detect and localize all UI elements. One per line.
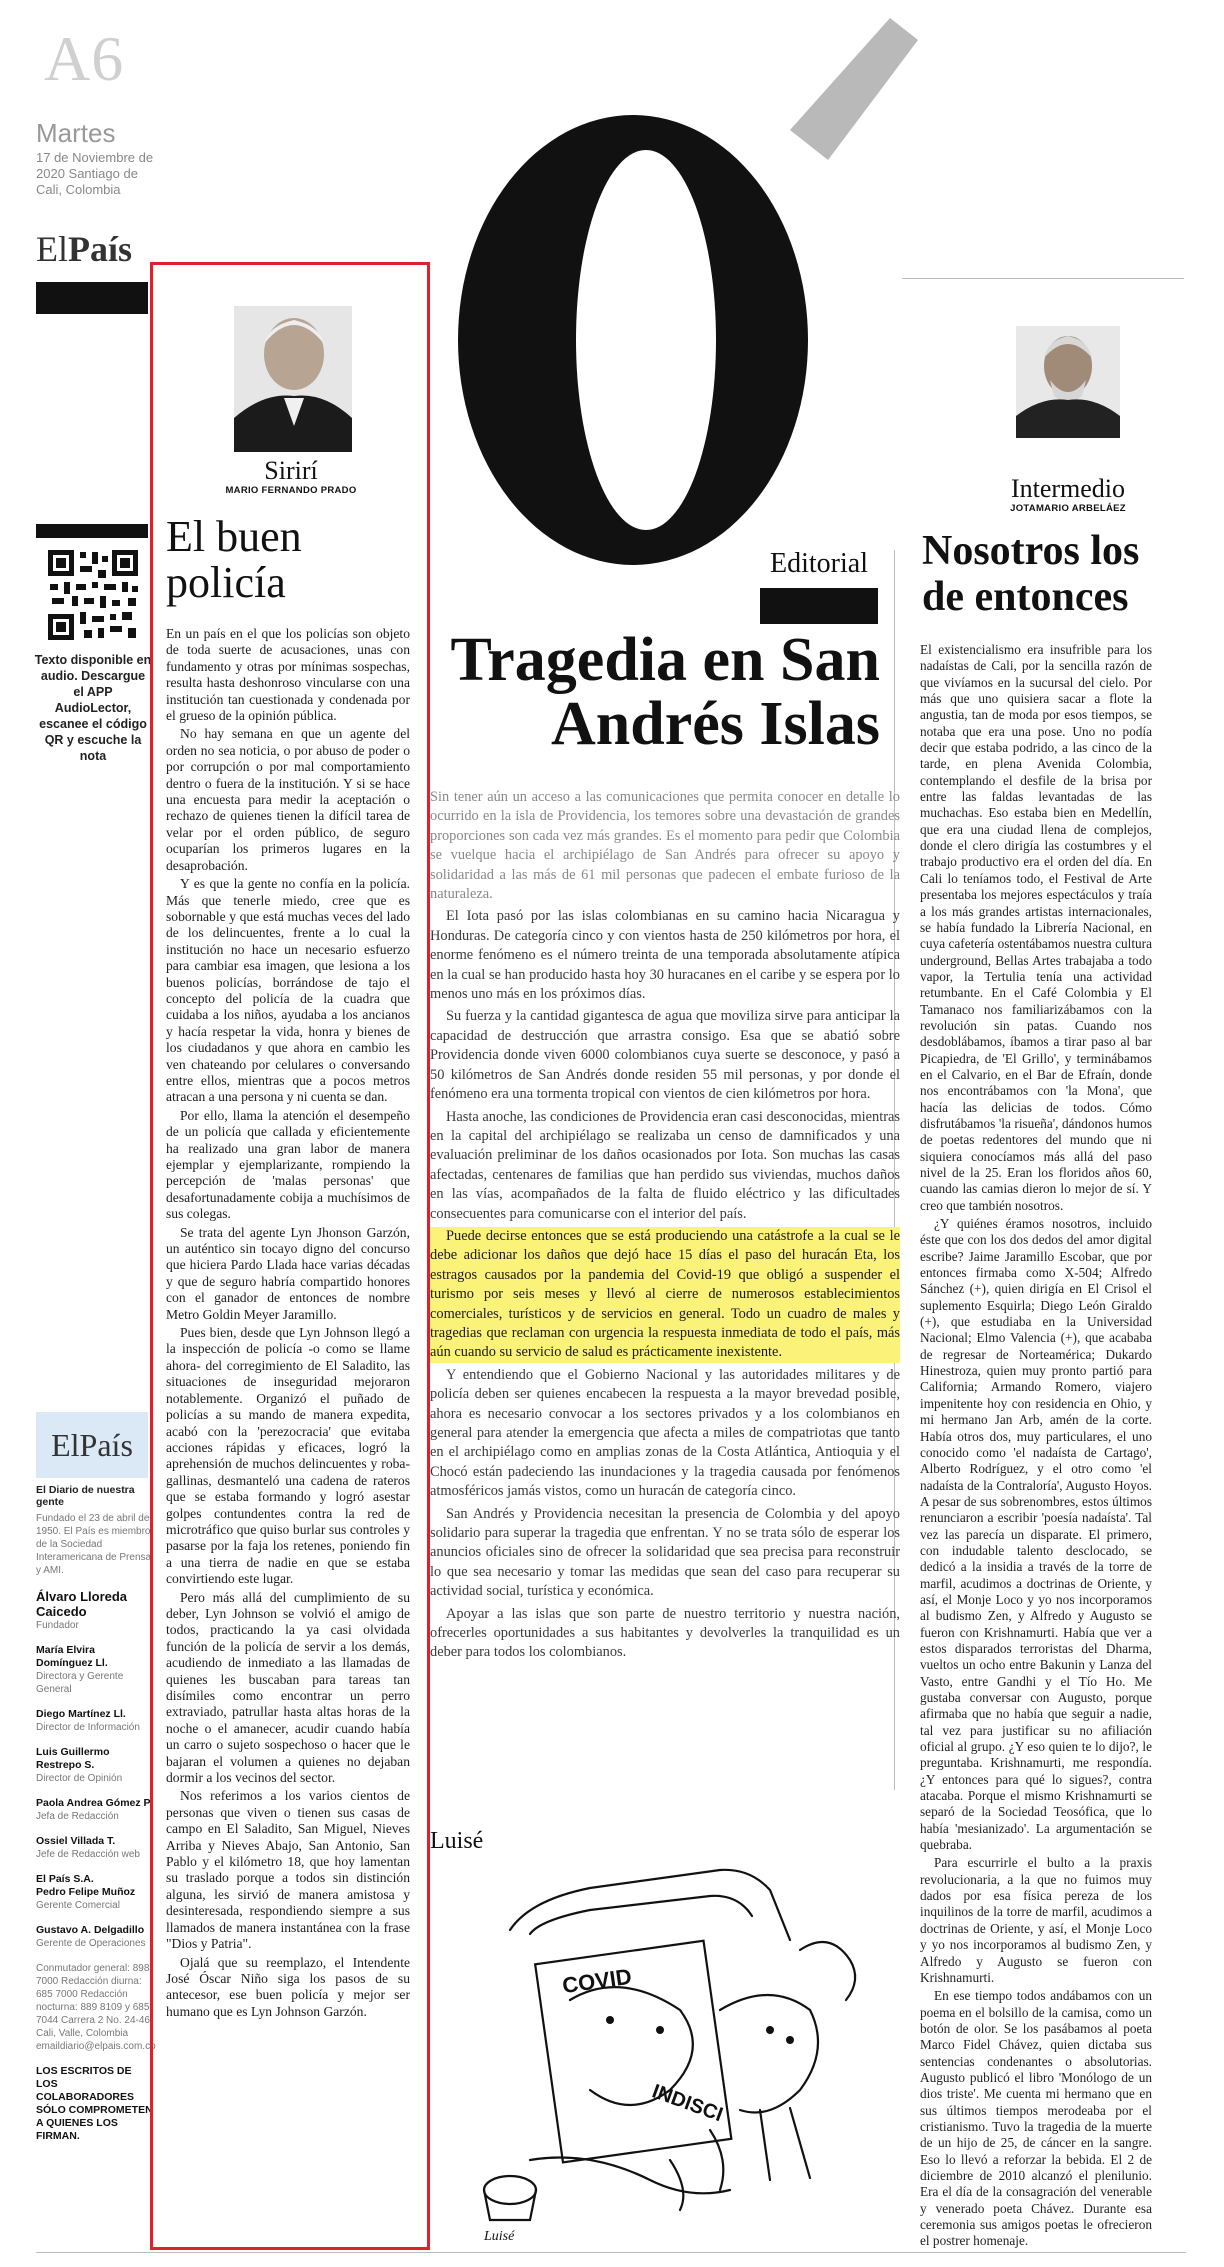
staff-name: María Elvira Domínguez Ll. (36, 1644, 108, 1669)
staff-name: Luis Guillermo Restrepo S. (36, 1746, 110, 1771)
column-name-intermedio: Intermedio (1010, 474, 1126, 503)
cartoon-signature: Luisé (484, 2229, 515, 2244)
staff-role: Jefa de Redacción (36, 1811, 119, 1822)
bottom-rule (36, 2252, 1186, 2253)
paragraph: Y es que la gente no confía en la policía. Más que tenerle miedo, cree que es sobornable y que está muchas veces del lado de los delincuentes, frente a lo cual la institución no hace un necesario esfuerzo para cambiar esa imagen, que lesiona a los buenos policías, borrándose de tajo el concepto del policía de la cuadra que cuidaba a los niños, ayudaba a los ancianos y hacía respetar la vida, honra y bienes de los ciudadanos y que ahora en cambio les ven chateando por celulares o conversando entre ellos, mientras que a pocos metros atracan a una persona y ni cuenta se dan. (166, 876, 410, 1105)
disclaimer: LOS ESCRITOS DE LOS COLABORADORES SÓLO COMPROMETEN A QUIENES LOS FIRMAN. (36, 2065, 153, 2142)
covid-cartoon (470, 1860, 880, 2244)
cartoon-label-indisc: INDISCI (649, 2080, 726, 2127)
paragraph: Sin tener aún un acceso a las comunicaciones que permita conocer en detalle lo ocurrido en la isla de Providencia, los temores sobre una devastación de grandes proporciones son cada vez más grandes. Es el momento para pedir que Colombia se vuelque hacia el archipiélago de San Andrés para ofrecer su apoyo y solidaridad a las más de 61 mil personas que padecen el embate furioso de la naturaleza. (430, 789, 900, 903)
masthead-tagline: El Diario de nuestra gente (36, 1484, 135, 1508)
paragraph: El existencialismo era insufrible para los nadaístas de Cali, por la sencilla razón de que vivíamos en la sucursal del cielo. Por más que uno quisiera sacar a flote la angustia, tan de moda por esos tiempos, se notaba que era una pose. Uno no podía decir que estaba podrido, a las cinco de la tarde, en plena Avenida Colombia, contemplando el desfile de la brisa por entre las faldas levantadas de las muchachas. Eso estaba bien en Medellín, que era una ciudad llena de complejos, donde el clero dirigía las costumbres y el trabajo productivo era el orden del día. En Cali lo teníamos todo, el Festival de Arte presentaba los mejores espectáculos y traía a los más grandes artistas internacionales, se había fundado la Librería Nacional, en cuya cafetería ostentábamos nuestra cultura underground, Bellas Artes trabajaba a todo vapor, la Tertulia tenía una actividad retumbante. En el Café Colombia y El Tamanaco nos familiarizábamos con la revolución sin patas. Cuando nos desdoblábamos, íbamos a tirar paso al bar Picapiedra, de 'El Grillo', y terminábamos en el Calvario, en el Bar de Efraín, donde nos encontrábamos con 'la Mona', que hacía las delicias de todos. Cómo disfrutábamos 'la risueña', dándonos humos de poetas redentores del mundo que ni siquiera conocíamos más allá del paso nivel de la 25. Eran los floridos años 60, cuando las camias dieron lo mejor de sí. Y creo que también nosotros. (920, 642, 1152, 1213)
headline-buen-policia: El buen policía (166, 512, 302, 607)
paragraph: En ese tiempo todos andábamos con un poema en el bolsillo de la camisa, como un botón de olor. Se los pasábamos al poeta Marco Fidel Chávez, quien dictaba sus sentencias condenantes o absolutorias. Augusto publicó el libro 'Monólogo de un dios triste'. Me cuenta mi hermano que en sus últimos tiempos merodeaba por el cristianismo. Tuvo la tragedia de la muerte de un hijo de 25, de cáncer en la sangre. Eso lo llevó a reforzar la bebida. El 2 de diciembre de 2010 alcanzó el plenilunio. Era el día de la consagración del venerable y venerado poeta Chávez. Durante esa ceremonia sus amigos poetas le ofrecieron el postrer homenaje. (920, 1988, 1152, 2249)
commercial-name: Pedro Felipe Muñoz (36, 1886, 136, 1898)
paragraph: Hasta anoche, las condiciones de Providencia eran casi desconocidas, mientras en la capital del archipiélago se realizaba un censo de damnificados y una evaluación preliminar de los daños ocasionados por Iota. Son muchas las casas afectadas, centenares de familias que han perdido sus viviendas, muchos daños en las vías, acompañados de la falta de fluido eléctrico y las dificultades consecuentes para comunicarse con el interior del país. (430, 1108, 900, 1222)
contact-info: Conmutador general: 898 7000 Redacción diurna: 685 7000 Redacción nocturna: 889 8109 y 685 7044 Carrera 2 No. 24-46 Cali, Valle, Colombia emaildiario@elpais.com.co (36, 1963, 156, 2052)
paragraph: Su fuerza y la cantidad gigantesca de agua que moviliza sirve para anticipar la capacidad de destrucción que arrastra consigo. Esa que se abatió sobre Providencia donde viven 6000 colombianos cuya suerte se desconoce, y pasó a 50 kilómetros de San Andrés donde residen 55 mil personas, y por donde el fenómeno era una tormenta tropical con vientos de cien kilómetros por hora. (430, 1008, 900, 1103)
editorial-black-bar (760, 588, 878, 624)
siriri-body (166, 626, 410, 2022)
paragraph: Se trata del agente Lyn Jhonson Garzón, un auténtico sin tocayo digno del concurso que hiciera Pardo Llada hace varias décadas y que de seguro habría compartido honores con el ganador de entonces de nombre Metro Goldin Meyer Jaramillo. (166, 1224, 410, 1322)
paragraph: Para escurrirle el bulto a la praxis revolucionaria, a la que no fuimos muy dados por esa física pereza de los inquilinos de la torre de marfil, acudimos a doctrinas de Oriente, y así, el Monje Loco y yo nos incorporamos al budismo Zen, y Alfredo y Augusto se fueron con Krishnamurti. (920, 1855, 1152, 1985)
ops-role: Gerente de Operaciones (36, 1938, 146, 1949)
left-black-bar (36, 282, 148, 314)
date-line: 17 de Noviembre de 2020 Santiago de Cali, Colombia (36, 150, 154, 197)
cartoon-label-covid: COVID (560, 1963, 634, 1999)
paragraph: En un país en el que los policías son objeto de toda suerte de acusaciones, unas con fundamento y otras por mínimas sospechas, resulta hasta deshonroso vincularse con una institución tan cuestionada y condenada por el grueso de la opinión pública. (166, 626, 410, 724)
newspaper-logo: ElPaís (36, 229, 133, 269)
ops-name: Gustavo A. Delgadillo (36, 1924, 145, 1936)
author-byline: MARIO FERNANDO PRADO (225, 485, 357, 496)
qr-audio-note: Texto disponible en audio. Descargue el APP AudioLector, escanee el código QR y escuche la nota (34, 653, 152, 763)
staff-role: Jefe de Redacción web (36, 1849, 140, 1860)
author-photo-prado (234, 306, 352, 452)
staff-name: Ossiel Villada T. (36, 1835, 116, 1847)
highlighted-paragraph: Puede decirse entonces que se está produciendo una catástrofe a la cual se le debe adicionar los daños que dejó hace 15 días el paso del huracán Eta, los estragos causados por la pandemia del Covid-19 que obligó a suspender el turismo por seis meses y llevó al cierre de numerosos establecimientos comerciales, turísticos y de servicios en general. Todo un cuadro de males y tragedias que reclaman con urgencia la respuesta inmediata de todo el país, más aún cuando su servicio de salud es prácticamente inexistente. (430, 1227, 900, 1363)
headline-nosotros: Nosotros los de entonces (922, 528, 1140, 620)
founder-name: Álvaro Lloreda Caicedo (36, 1589, 128, 1619)
paragraph: Apoyar a las islas que son parte de nuestro territorio y nuestra nación, ofrecerles oportunidades a sus habitantes y devolverles la tranquilidad es un deber para todos los colombianos. (430, 1605, 900, 1661)
paragraph: San Andrés y Providencia necesitan la presencia de Colombia y del apoyo solidario para superar la tragedia que enfrentan. Y no se trata sólo de esperar los anuncios oficiales sino de ofrecer la solidaridad que sea precisa para reconstruir lo que sea necesario y tomar las medidas que sean del caso para recuperar su actividad social, turística y económica. (430, 1505, 900, 1600)
commercial-role: Gerente Comercial (36, 1900, 120, 1911)
staff-role: Director de Información (36, 1722, 140, 1733)
author-byline: JOTAMARIO ARBELÁEZ (1010, 503, 1126, 514)
company-name: El País S.A. (36, 1873, 94, 1885)
column-name-siriri: Sirirí (264, 456, 318, 485)
cartoon-section-label: Luisé (430, 1828, 484, 1854)
staff-name: Diego Martínez Ll. (36, 1708, 126, 1720)
paragraph: Pues bien, desde que Lyn Johnson llegó a la inspección de policía -o como se llame ahora- del corregimiento de El Saladito, las situaciones de inseguridad mejoraron notablemente. Organizó el puñado de policías a su mando de manera expedita, acabó con la 'perezocracia' que evitaba acciones rápidas y eficaces, logró la aprehensión de muchos delincuentes y roba-gallinas, desmanteló una cadena de rateros que se estaba formando y logró asestar golpes contundentes contra la red de microtráfico que quiso burlar sus controles y pasarse por la faja los retenes, poniendo fin a una tierra de nadie en que se estaba convirtiendo este lugar. (166, 1325, 410, 1587)
staff-role: Director de Opinión (36, 1773, 123, 1784)
founded-note: Fundado el 23 de abril de 1950. El País es miembro de la Sociedad Interamericana de Prensa y AMI. (36, 1513, 152, 1576)
staff-name: Paola Andrea Gómez P. (36, 1797, 153, 1809)
founder-role: Fundador (36, 1620, 79, 1631)
paragraph: Y entendiendo que el Gobierno Nacional y las autoridades militares y de policía deben ser quienes encabecen la respuesta a la mayor brevedad posible, ahora es necesario convocar a los sectores privados y a los colombianos en general para atender la emergencia que afecta a miles de compatriotas que tanto en el archipiélago como en amplias zonas de la Costa Atlántica, Antioquia y el Chocó están padeciendo las inundaciones y la tragedia causada por fenómenos atmosféricos jamás vistos, como un huracán de categoría cinco. (430, 1366, 900, 1500)
section-label-editorial: Editorial (770, 548, 868, 579)
intermedio-body (920, 642, 1152, 2252)
left-black-bar-2 (36, 524, 148, 538)
page-number: A6 (44, 23, 125, 94)
author-photo-arbelaez (1016, 326, 1120, 438)
paragraph: El Iota pasó por las islas colombianas en su camino hacia Nicaragua y Honduras. De categoría cinco y con vientos hasta de 250 kilómetros por hora, el enorme fenómeno es el número treinta de una temporada absolutamente atípica en la cual se han producido hasta hoy 30 huracanes en el caribe y se espera por lo menos uno más en los próximos días. (430, 908, 900, 1003)
opinion-o-icon (398, 10, 938, 570)
paragraph: ¿Y quiénes éramos nosotros, incluido éste que con los dos dedos del amor digital escribe? Jaime Jaramillo Escobar, que por entonces firmaba como X-504; Alfredo Sánchez (+), quien dirigía en El Crisol el suplemento Esquirla; Diego León Giraldo (+), que estudiaba en la Universidad Nacional; Elmo Valencia (+), que acababa de regresar de Norteamérica; Dukardo Hinestroza, quien muy pronto partió para California; Armando Romero, viajero impenitente hoy con residencia en Ohio, y mi hermano Jan Arb, amén de la corte. Había otros dos, muy particulares, el uno conocido como 'el nadaísta de Cartago', Alberto Rodríguez, y el otro como 'el nadaísta de la Contraloría', Augusto Hoyos. A pesar de sus sobrenombres, estos últimos renunciaron a escribir 'poesía nadaísta'. Tal vez las parecía un disparate. El primero, con indudable talento desclocado, se dedicó a la insidia a través de la torre de marfil, acudimos a doctrinas de Oriente, y así, el Monje Loco y yo nos incorporamos al budismo Zen, y Alfredo y Augusto se fueron con Krishnamurti. Había que ver a estos disparados terroristas del Dharma, vueltos un ocho entre Bakunin y Lanza del Vasto, entre Gandhi y el Tío Ho. Me gustaba conversar con Augusto, porque afirmaba que no había que seguir a nadie, tal vez para justificar su no afiliación oficial al grupo. ¿Y eso quien te lo dijo?, le preguntaba. Krishnamurti, me respondía. ¿Y entonces para qué lo sigues?, contra atacaba. Porque el mismo Krishnamurti se separó de la Sociedad Teosófica, que lo había 'mesianizado'. La argumentación se quebraba. (920, 1216, 1152, 1853)
paragraph: Nos referimos a los varios cientos de personas que viven o tienen sus casas de campo en El Saladito, San Miguel, Nieves Arriba y Nieves Abajo, San Antonio, San Pablo y el kilómetro 18, que hoy lamentan su traslado porque a todos sin distinción alguna, les sirvió de manera amistosa y desinteresada, respondiendo siempre a sus llamados de manera instantánea con la frase "Dios y Patria". (166, 1788, 410, 1952)
qr-code-icon (44, 546, 142, 644)
paragraph: Pero más allá del cumplimiento de su deber, Lyn Johnson se volvió el amigo de todos, practicando la ya casi olvidada función de la policía de servir a los demás, acudiendo de inmediato a las llamadas de quienes les buscaban para tareas tan disímiles como encontrar un perro extraviado, patrullar hasta altas horas de la noche o el amanecer, acudir cuando había un carro o sujeto sospechoso o hacer que le bajaran el volumen a quienes no dejaban dormir a los vecinos del sector. (166, 1589, 410, 1786)
paragraph: Ojalá que su reemplazo, el Intendente José Óscar Niño siga los pasos de su antecesor, ese buen policía y mejor ser humano que es Lyn Johnson Garzón. (166, 1954, 410, 2019)
masthead-logo: El País (36, 1412, 148, 1478)
paragraph: No hay semana en que un agente del orden no sea noticia, o por abuso de poder o por corrupción o por mal comportamiento dentro o fuera de la institución. Y si se hace una encuesta para medir la aceptación o rechazo de quienes tienen la difícil tarea de velar por el orden público, de seguro ocuparían los primeros lugares en la desaprobación. (166, 726, 410, 873)
top-rule (902, 278, 1184, 279)
editorial-body (430, 788, 900, 1666)
headline-tragedia: Tragedia en San Andrés Islas (450, 626, 880, 758)
weekday: Martes (36, 118, 116, 148)
paragraph: Por ello, llama la atención el desempeño de un policía que callada y eficientemente ha realizado una gran labor de manera ejemplar y ejemplarizante, rompiendo la percepción de 'malas personas' que desafortunadamente cobija a muchísimos de sus colegas. (166, 1107, 410, 1222)
masthead-staff (36, 1512, 154, 2143)
staff-role: Directora y Gerente General (36, 1671, 124, 1695)
